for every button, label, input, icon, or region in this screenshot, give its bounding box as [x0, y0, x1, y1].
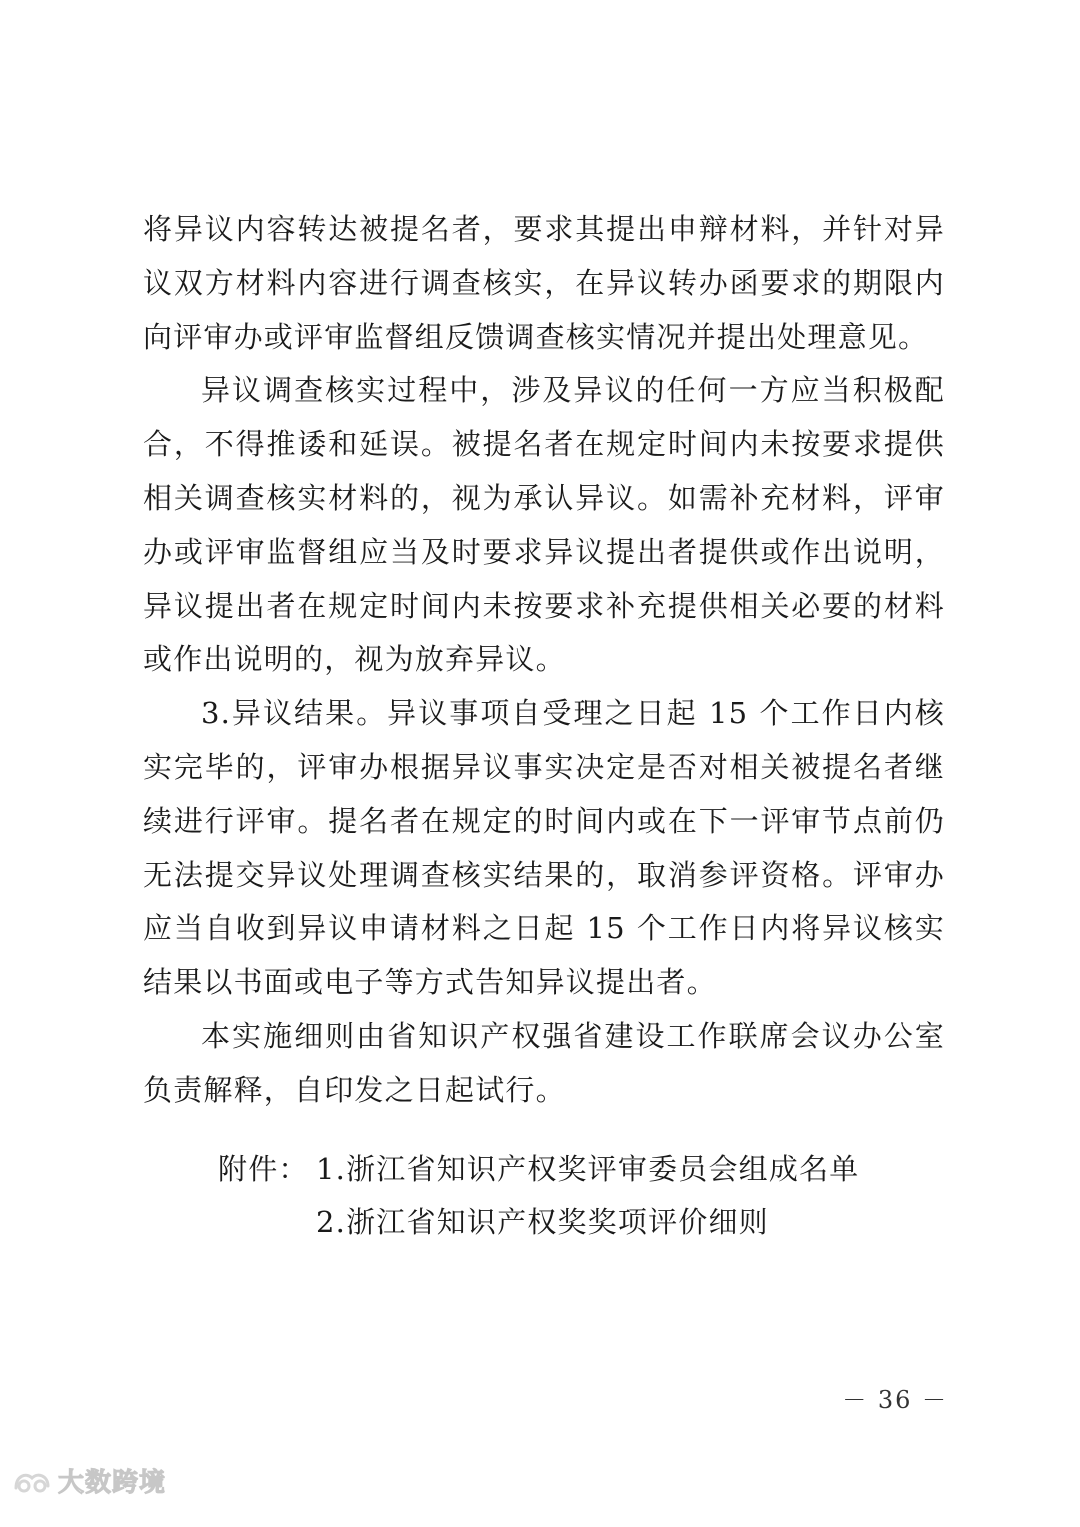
brand-logo-icon: [12, 1466, 52, 1496]
paragraph-objection-investigation: 异议调查核实过程中，涉及异议的任何一方应当积极配合，不得推诿和延误。被提名者在规定时间内未按要求提供相关调查核实材料的，视为承认异议。如需补充材料，评审办或评审监督组应当及时要求异议提出者提供或作出说明，异议提出者在规定时间内未按要求补充提供相关必要的材料或作出说明的，视为放弃异议。: [143, 373, 945, 677]
attachments-list: [218, 1143, 938, 1249]
paragraph-objection-forwarding: 将异议内容转达被提名者，要求其提出申辩材料，并针对异议双方材料内容进行调查核实，在异议转办函要求的期限内向评审办或评审监督组反馈调查核实情况并提出处理意见。: [143, 212, 945, 354]
watermark-text: 大数跨境: [58, 1468, 167, 1498]
attachment-item-1: 1.浙江省知识产权奖评审委员会组成名单: [316, 1152, 860, 1186]
attachments-label: 附件：: [218, 1152, 309, 1186]
watermark: [12, 1462, 166, 1499]
paragraph-interpretation: 本实施细则由省知识产权强省建设工作联席会议办公室负责解释，自印发之日起试行。: [143, 1018, 945, 1107]
attachment-row: [218, 1143, 938, 1196]
paragraph-objection-result: 3.异议结果。异议事项自受理之日起 15 个工作日内核实完毕的，评审办根据异议事实决定是否对相关被提名者继续进行评审。提名者在规定的时间内或在下一评审节点前仍无法提交异议处理调查核实结果的，取消参评资格。评审办应当自收到异议申请材料之日起 15 个工作日内将异议核实结果以书面或电子等方式告知异议提出者。: [143, 696, 945, 1000]
attachment-row: [218, 1196, 938, 1249]
attachment-item-2: 2.浙江省知识产权奖奖项评价细则: [316, 1205, 769, 1239]
document-body: [143, 203, 945, 1118]
page-number: － 36 －: [842, 1386, 948, 1414]
